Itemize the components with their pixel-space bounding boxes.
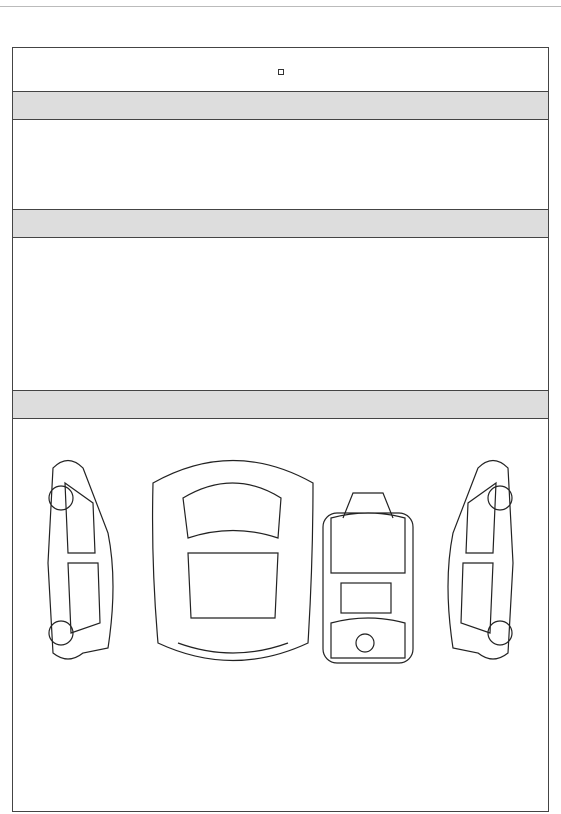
section-basic-info	[13, 91, 548, 120]
price-service-checkbox[interactable]	[278, 69, 284, 75]
car-diagram	[13, 443, 548, 678]
title-line2	[13, 66, 548, 78]
page-top-rule	[0, 6, 561, 7]
section-overall-status	[13, 209, 548, 238]
inspection-sheet	[12, 47, 549, 812]
section-accident-history	[13, 390, 548, 419]
